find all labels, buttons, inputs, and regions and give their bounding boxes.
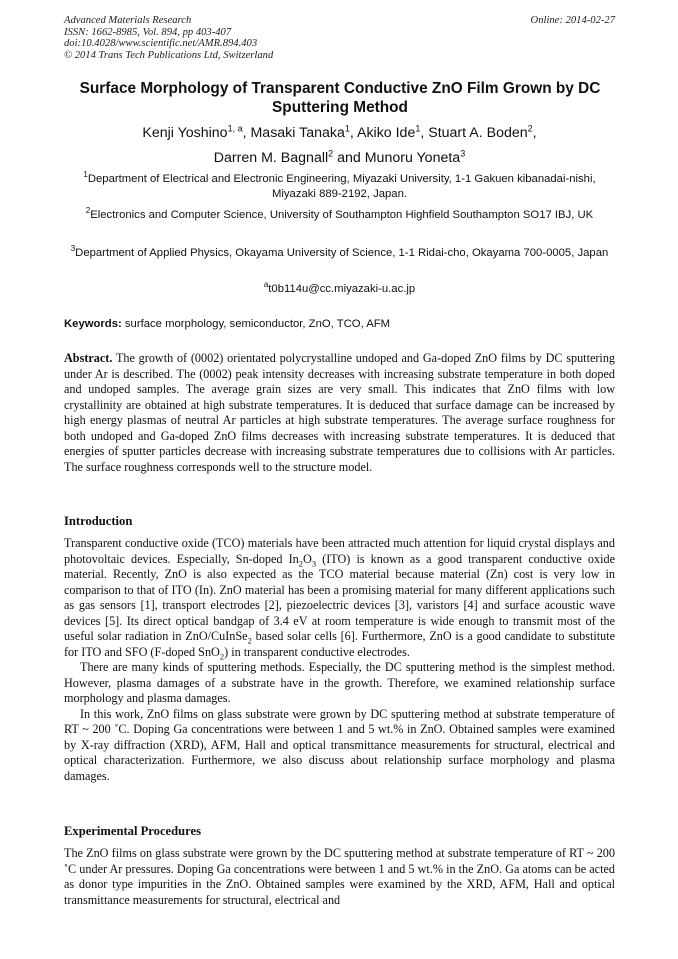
affiliation-1 [64,172,615,201]
author-name: Munoru Yoneta [364,150,461,166]
email-mark: a [263,280,269,290]
intro-paragraph-1: Transparent conductive oxide (TCO) materials have been attracted much attention for liquid crystal displays and photovoltaic devices. Especially, Sn-doped $In_2O_3$ (ITO) is known as a good transparent conductive oxide material. Recently, ZnO is also expected as the TCO material because material (Zn) cost is very low in comparison to that of ITO (In). ZnO material has been a promising material for many different applications such as gas sensors [1], transport electrodes [2], piezoelectric devices [3], varistors [4] and surface acoustic wave devices [5]. Its direct optical bandgap of 3.4 eV at room temperature is wide enough to transmit most of the useful solar radiation in ZnO/CuInSe$_2$ based solar cells [6]. Furthermore, ZnO is a good candidate to substitute for ITO and SFO (F-doped SnO$_2$) in transparent conductive electrodes. [64,536,615,661]
author-name: Darren M. Bagnall [213,150,329,166]
email-address: t0b114u@cc.miyazaki-u.ac.jp [268,283,416,295]
affiliation-text: Electronics and Computer Science, University of Southampton Highfield Southampton SO17 IBJ, UK [90,209,594,221]
corresponding-email [64,282,615,297]
introduction-heading: Introduction [64,514,133,528]
intro-paragraph-3: In this work, ZnO films on glass substrate were grown by DC sputtering method at substrate temperature of RT ~ 200 ˚C. Doping Ga concentrations were between 1 and 5 wt.% in ZnO. Obtained samples were examined by X-ray diffraction (XRD), AFM, Hall and optical transmittance measurements for structural, electrical and optical characterization. Furthermore, we also discuss about relationship surface morphology and plasma damages. [64,706,615,783]
author-name: Akiko Ide [356,125,416,141]
experimental-paragraph-1: The ZnO films on glass substrate were grown by the DC sputtering method at substrate temperature of RT ~ 200 ˚C under Ar pressures. Doping Ga concentrations were between 1 and 5 wt.% in the ZnO. Ga atoms can be acted as donor type impurities in the ZnO. Obtained samples were examined by the XRD, AFM, Hall and optical transmittance measurements for structural, electrical and [64,846,615,907]
experimental-body [64,846,615,908]
author-name: Masaki Tanaka [250,125,345,141]
introduction-body [64,536,615,784]
affiliation-text: Department of Electrical and Electronic Engineering, Miyazaki University, 1-1 Gakuen kibanadai-nishi, Miyazaki 889-2192, Japan. [87,173,596,200]
affiliation-mark: 1 [83,170,88,180]
journal-copyright: © 2014 Trans Tech Publications Ltd, Switzerland [64,49,274,61]
author-affiliation-mark: 1 [344,123,350,134]
author-line-1: Kenji Yoshino$^{1, a}$, Masaki Tanaka$^1$, Akiko Ide$^1$, Stuart A. Boden$^2$, [142,123,537,141]
affiliation-3 [64,246,615,261]
author-affiliation-mark: 1 [415,123,421,134]
author-affiliation-mark: 1, a [227,123,243,134]
keywords-label: Keywords: [64,318,122,330]
affiliation-text: Department of Applied Physics, Okayama University of Science, 1-1 Ridai-cho, Okayama 700-0005, Japan [75,247,609,259]
keywords-text: surface morphology, semiconductor, ZnO, TCO, AFM [124,318,391,330]
abstract-label: Abstract. [64,351,113,365]
abstract [64,351,615,475]
author-affiliation-mark: 2 [328,148,334,159]
intro-paragraph-2: There are many kinds of sputtering methods. Especially, the DC sputtering method is the simplest method. However, plasma damages of a substrate have in the growth. Therefore, we examined relationship surface morphology and plasma damages. [64,660,615,705]
journal-header [64,15,615,61]
author-list [64,121,615,171]
paper-title: Surface Morphology of Transparent Conductive ZnO Film Grown by DC Sputtering Method [79,80,601,116]
author-line-2 [64,146,615,171]
journal-doi: doi:10.4028/www.scientific.net/AMR.894.403 [64,38,258,50]
author-conjunction: and [337,150,361,166]
experimental-heading: Experimental Procedures [64,824,201,838]
author-affiliation-mark: 2 [527,123,533,134]
journal-issn: ISSN: 1662-8985, Vol. 894, pp 403-407 [64,26,232,38]
author-name: Stuart A. Boden [428,125,528,141]
journal-name: Advanced Materials Research [64,15,192,26]
affiliation-2 [64,208,615,223]
author-name: Kenji Yoshino [142,125,228,141]
online-date: Online: 2014-02-27 [530,15,615,26]
author-affiliation-mark: 3 [460,148,466,159]
abstract-text: The growth of (0002) orientated polycrystalline undoped and Ga-doped ZnO films by DC sputtering under Ar is described. The (0002) peak intensity decreases with increasing substrate temperature in both doped and undoped samples. The average grain sizes are very small. This indicates that ZnO films with low crystallinity are obtained at high substrate temperatures. It is deduced that surface damage can be increased by high energy plasmas of neutral Ar particles at high substrate temperatures. The average surface roughness for both undoped and Ga-doped ZnO films decreases with increasing substrate temperatures. It is deduced that energies of sputter particles decrease with increasing substrate temperatures due to collisions with Ar particles. The surface roughness corresponds well to the structure model. [64,351,616,474]
keywords [64,317,615,331]
affiliation-mark: 3 [70,244,76,254]
affiliation-mark: 2 [85,206,91,216]
